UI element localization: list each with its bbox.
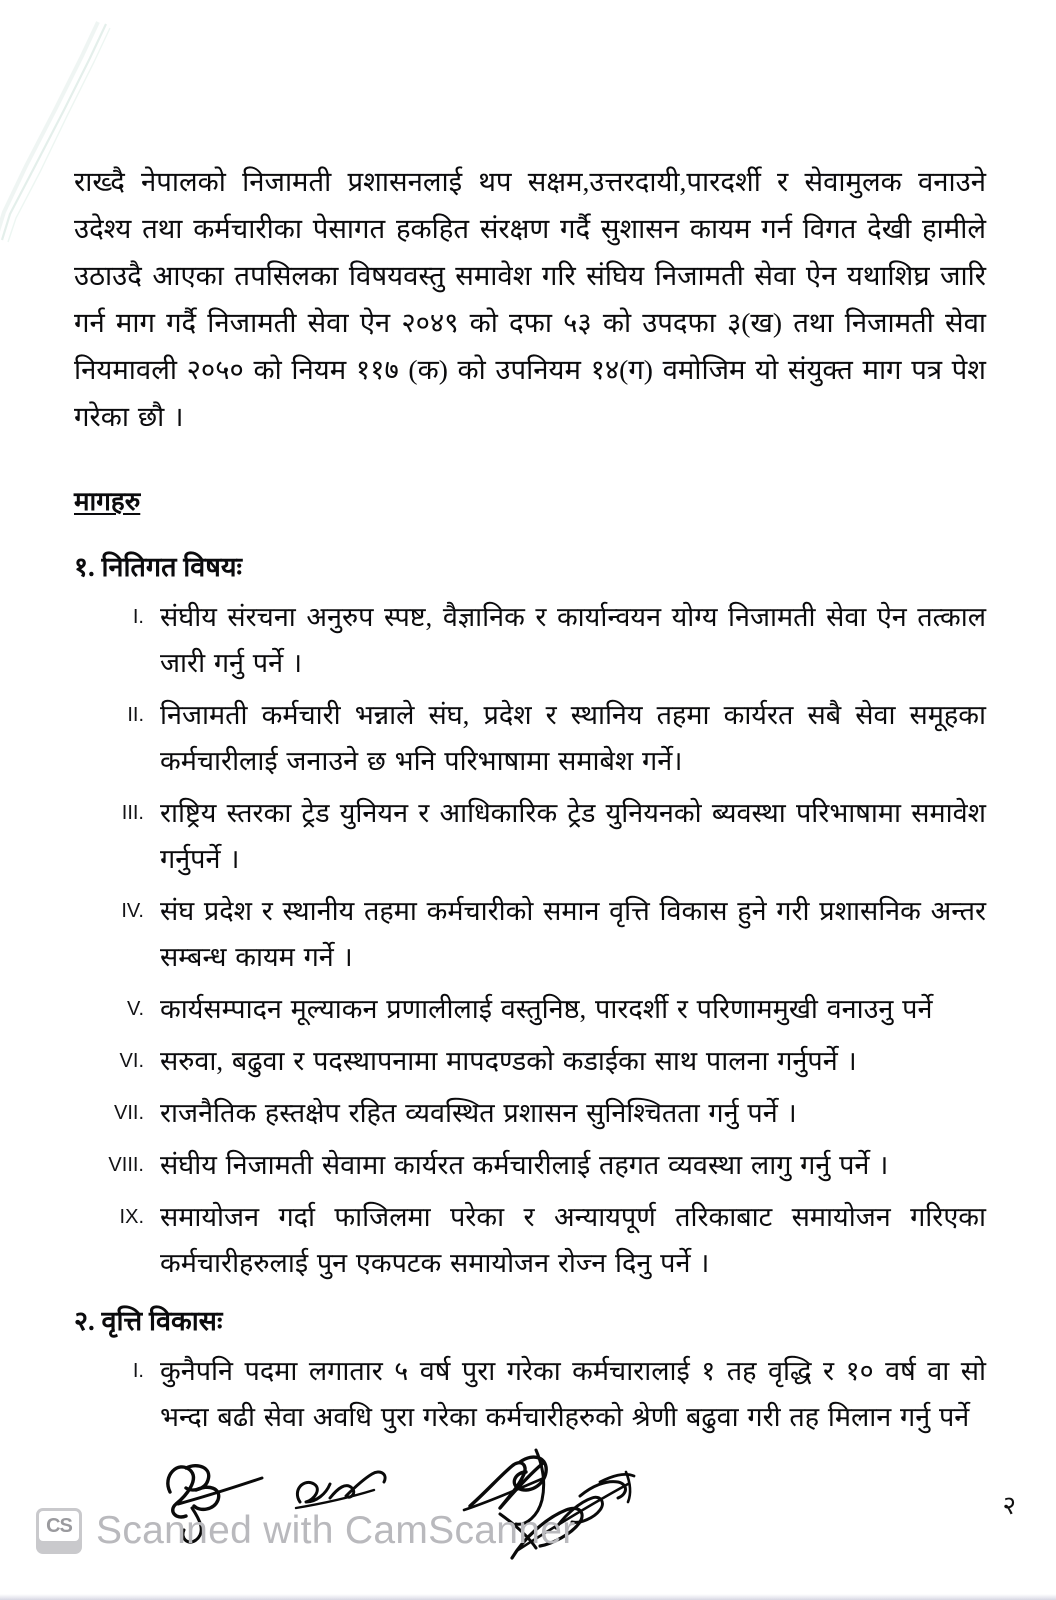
- camscanner-logo-icon: [36, 1508, 82, 1554]
- camscanner-watermark: [36, 1508, 576, 1554]
- list-item-text: राष्ट्रिय स्तरका ट्रेड युनियन र आधिकारिक ट्रेड युनियनको ब्यवस्था परिभाषामा समावेश गर्नुपर्ने ।: [160, 798, 986, 874]
- list-marker: VI.: [119, 1050, 144, 1072]
- demands-heading-row: [74, 460, 986, 532]
- list-item-text: कार्यसम्पादन मूल्याकन प्रणालीलाई वस्तुनिष्ठ, पारदर्शी र परिणाममुखी वनाउनु पर्ने: [160, 994, 933, 1024]
- section-2-heading: २. वृत्ति विकासः: [74, 1306, 223, 1336]
- list-marker: III.: [121, 802, 144, 824]
- camscanner-logo-text: CS: [39, 1511, 79, 1541]
- list-marker: IX.: [119, 1206, 144, 1228]
- list-item: [74, 888, 986, 980]
- list-item-text: निजामती कर्मचारी भन्नाले संघ, प्रदेश र स्थानिय तहमा कार्यरत सबै सेवा समूहका कर्मचारीलाई जनाउने छ भनि परिभाषामा समाबेश गर्ने।: [160, 700, 986, 776]
- document-body: [74, 158, 986, 1446]
- list-item-text: सरुवा, बढुवा र पदस्थापनामा मापदण्डको कडाईका साथ पालना गर्नुपर्ने ।: [160, 1046, 857, 1076]
- watermark-text: Scanned with CamScanner: [96, 1509, 576, 1552]
- list-item: [74, 692, 986, 784]
- section-1-heading: १. नितिगत विषयः: [74, 552, 242, 582]
- list-marker: V.: [126, 998, 144, 1020]
- list-marker: VIII.: [108, 1154, 144, 1176]
- list-marker: I.: [132, 606, 144, 628]
- page-number: २: [1002, 1491, 1016, 1520]
- intro-paragraph: राख्दै नेपालको निजामती प्रशासनलाई थप सक्षम,उत्तरदायी,पारदर्शी र सेवामुलक वनाउने उदेश्य तथा कर्मचारीका पेसागत हकहित संरक्षण गर्दै सुशासन कायम गर्न विगत देखी हामीले उठाउदै आएका तपसिलका विषयवस्तु समावेश गरि संघिय निजामती सेवा ऐन यथाशिघ्र जारि गर्न माग गर्दै निजामती सेवा ऐन २०४९ को दफा ५३ को उपदफा ३(ख) तथा निजामती सेवा नियमावली २०५० को नियम ११७ (क) को उपनियम १४(ग) वमोजिम यो संयुक्त माग पत्र पेश गरेका छौ ।: [74, 166, 986, 432]
- list-marker: I.: [132, 1360, 144, 1382]
- section-1-list: [74, 594, 986, 1286]
- list-marker: II.: [127, 704, 144, 726]
- list-item-text: संघ प्रदेश र स्थानीय तहमा कर्मचारीको समान वृत्ति विकास हुने गरी प्रशासनिक अन्तर सम्बन्ध कायम गर्ने ।: [160, 896, 986, 972]
- list-item: [74, 1090, 986, 1136]
- list-item: [74, 1348, 986, 1440]
- list-item: [74, 790, 986, 882]
- list-item-text: समायोजन गर्दा फाजिलमा परेका र अन्यायपूर्ण तरिकाबाट समायोजन गरिएका कर्मचारीहरुलाई पुन एकपटक समायोजन रोज्न दिनु पर्ने ।: [160, 1202, 986, 1278]
- section-2-list: [74, 1348, 986, 1440]
- list-item: [74, 1038, 986, 1084]
- list-item: [74, 1194, 986, 1286]
- list-marker: IV.: [121, 900, 144, 922]
- demands-heading: मागहरु: [74, 487, 141, 516]
- list-item: [74, 594, 986, 686]
- list-marker: VII.: [113, 1102, 144, 1124]
- list-item-text: संघीय संरचना अनुरुप स्पष्ट, वैज्ञानिक र कार्यान्वयन योग्य निजामती सेवा ऐन तत्काल जारी गर्नु पर्ने ।: [160, 602, 986, 678]
- list-item: [74, 986, 986, 1032]
- list-item: [74, 1142, 986, 1188]
- list-item-text: संघीय निजामती सेवामा कार्यरत कर्मचारीलाई तहगत व्यवस्था लागु गर्नु पर्ने ।: [160, 1150, 889, 1180]
- page-bottom-edge: [0, 1594, 1056, 1600]
- list-item-text: राजनैतिक हस्तक्षेप रहित व्यवस्थित प्रशासन सुनिश्चितता गर्नु पर्ने ।: [160, 1098, 797, 1128]
- list-item-text: कुनैपनि पदमा लगातार ५ वर्ष पुरा गरेका कर्मचारालाई १ तह वृद्धि र १० वर्ष वा सो भन्दा बढी सेवा अवधि पुरा गरेका कर्मचारीहरुको श्रेणी बढुवा गरी तह मिलान गर्नु पर्ने: [160, 1356, 986, 1432]
